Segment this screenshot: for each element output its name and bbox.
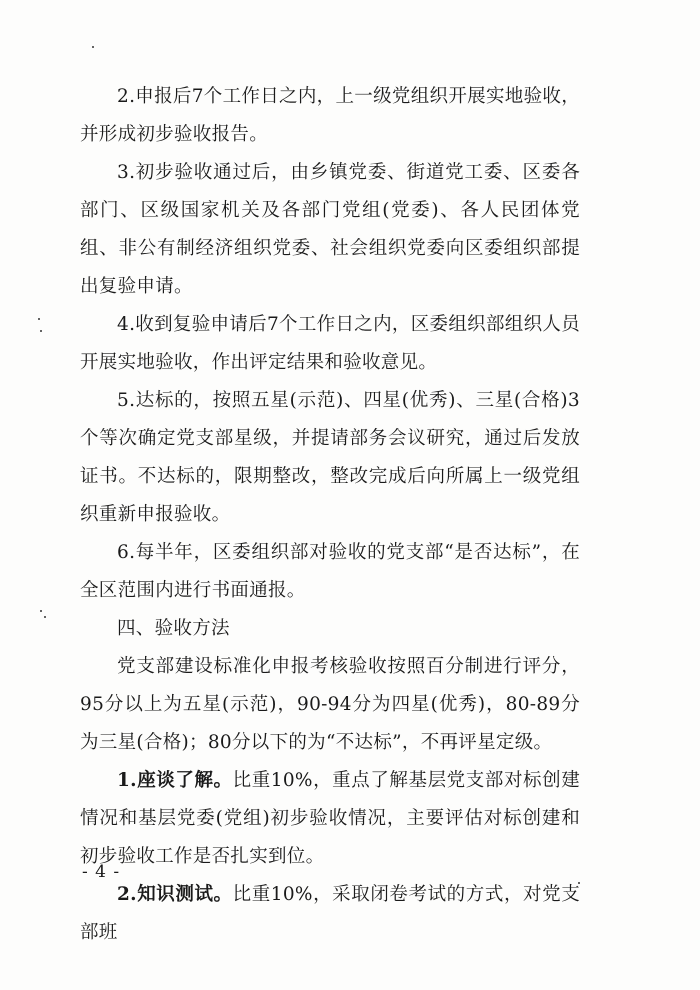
paragraph-text: 党支部建设标准化申报考核验收按照百分制进行评分，95分以上为五星(示范)，90-94分为四星(优秀)，80-89分为三星(合格)；80分以下的为“不达标”，不再评星定级。 <box>80 656 580 753</box>
paragraph-method-1 <box>80 762 580 876</box>
scan-speck <box>40 610 42 612</box>
paragraph-step-6 <box>80 534 580 610</box>
paragraph-lead: 2.知识测试。 <box>117 884 233 905</box>
heading-text: 四、验收方法 <box>117 618 230 639</box>
paragraph-step-2 <box>80 78 580 154</box>
paragraph-text: 3.初步验收通过后，由乡镇党委、街道党工委、区委各部门、区级国家机关及各部门党组(党委)、各人民团体党组、非公有制经济组织党委、社会组织党委向区委组织部提出复验申请。 <box>80 162 580 297</box>
paragraph-text: 比重10%，重点了解基层党支部对标创建情况和基层党委(党组)初步验收情况，主要评估对标创建和初步验收工作是否扎实到位。 <box>80 770 580 867</box>
paragraph-method-2 <box>80 876 580 952</box>
paragraph-text: 比重10%，采取闭卷考试的方式，对党支部班 <box>80 884 580 943</box>
scan-speck <box>92 46 94 48</box>
paragraph-step-4 <box>80 306 580 382</box>
paragraph-step-5 <box>80 382 580 534</box>
paragraph-text: 5.达标的，按照五星(示范)、四星(优秀)、三星(合格)3个等次确定党支部星级，并提请部务会议研究，通过后发放证书。不达标的，限期整改，整改完成后向所属上一级党组织重新申报验收。 <box>80 390 580 525</box>
paragraph-lead: 1.座谈了解。 <box>117 770 233 791</box>
page-number: - 4 - <box>82 862 121 882</box>
document-body <box>80 78 580 952</box>
section-heading-acceptance-method <box>80 610 580 648</box>
scan-speck <box>40 330 42 332</box>
paragraph-scoring <box>80 648 580 762</box>
scan-speck <box>44 616 46 618</box>
paragraph-text: 6.每半年，区委组织部对验收的党支部“是否达标”，在全区范围内进行书面通报。 <box>80 542 580 601</box>
paragraph-text: 2.申报后7个工作日之内，上一级党组织开展实地验收，并形成初步验收报告。 <box>80 86 580 145</box>
scan-speck <box>38 318 40 320</box>
paragraph-text: 4.收到复验申请后7个工作日之内，区委组织部组织人员开展实地验收，作出评定结果和验收意见。 <box>80 314 580 373</box>
paragraph-step-3 <box>80 154 580 306</box>
